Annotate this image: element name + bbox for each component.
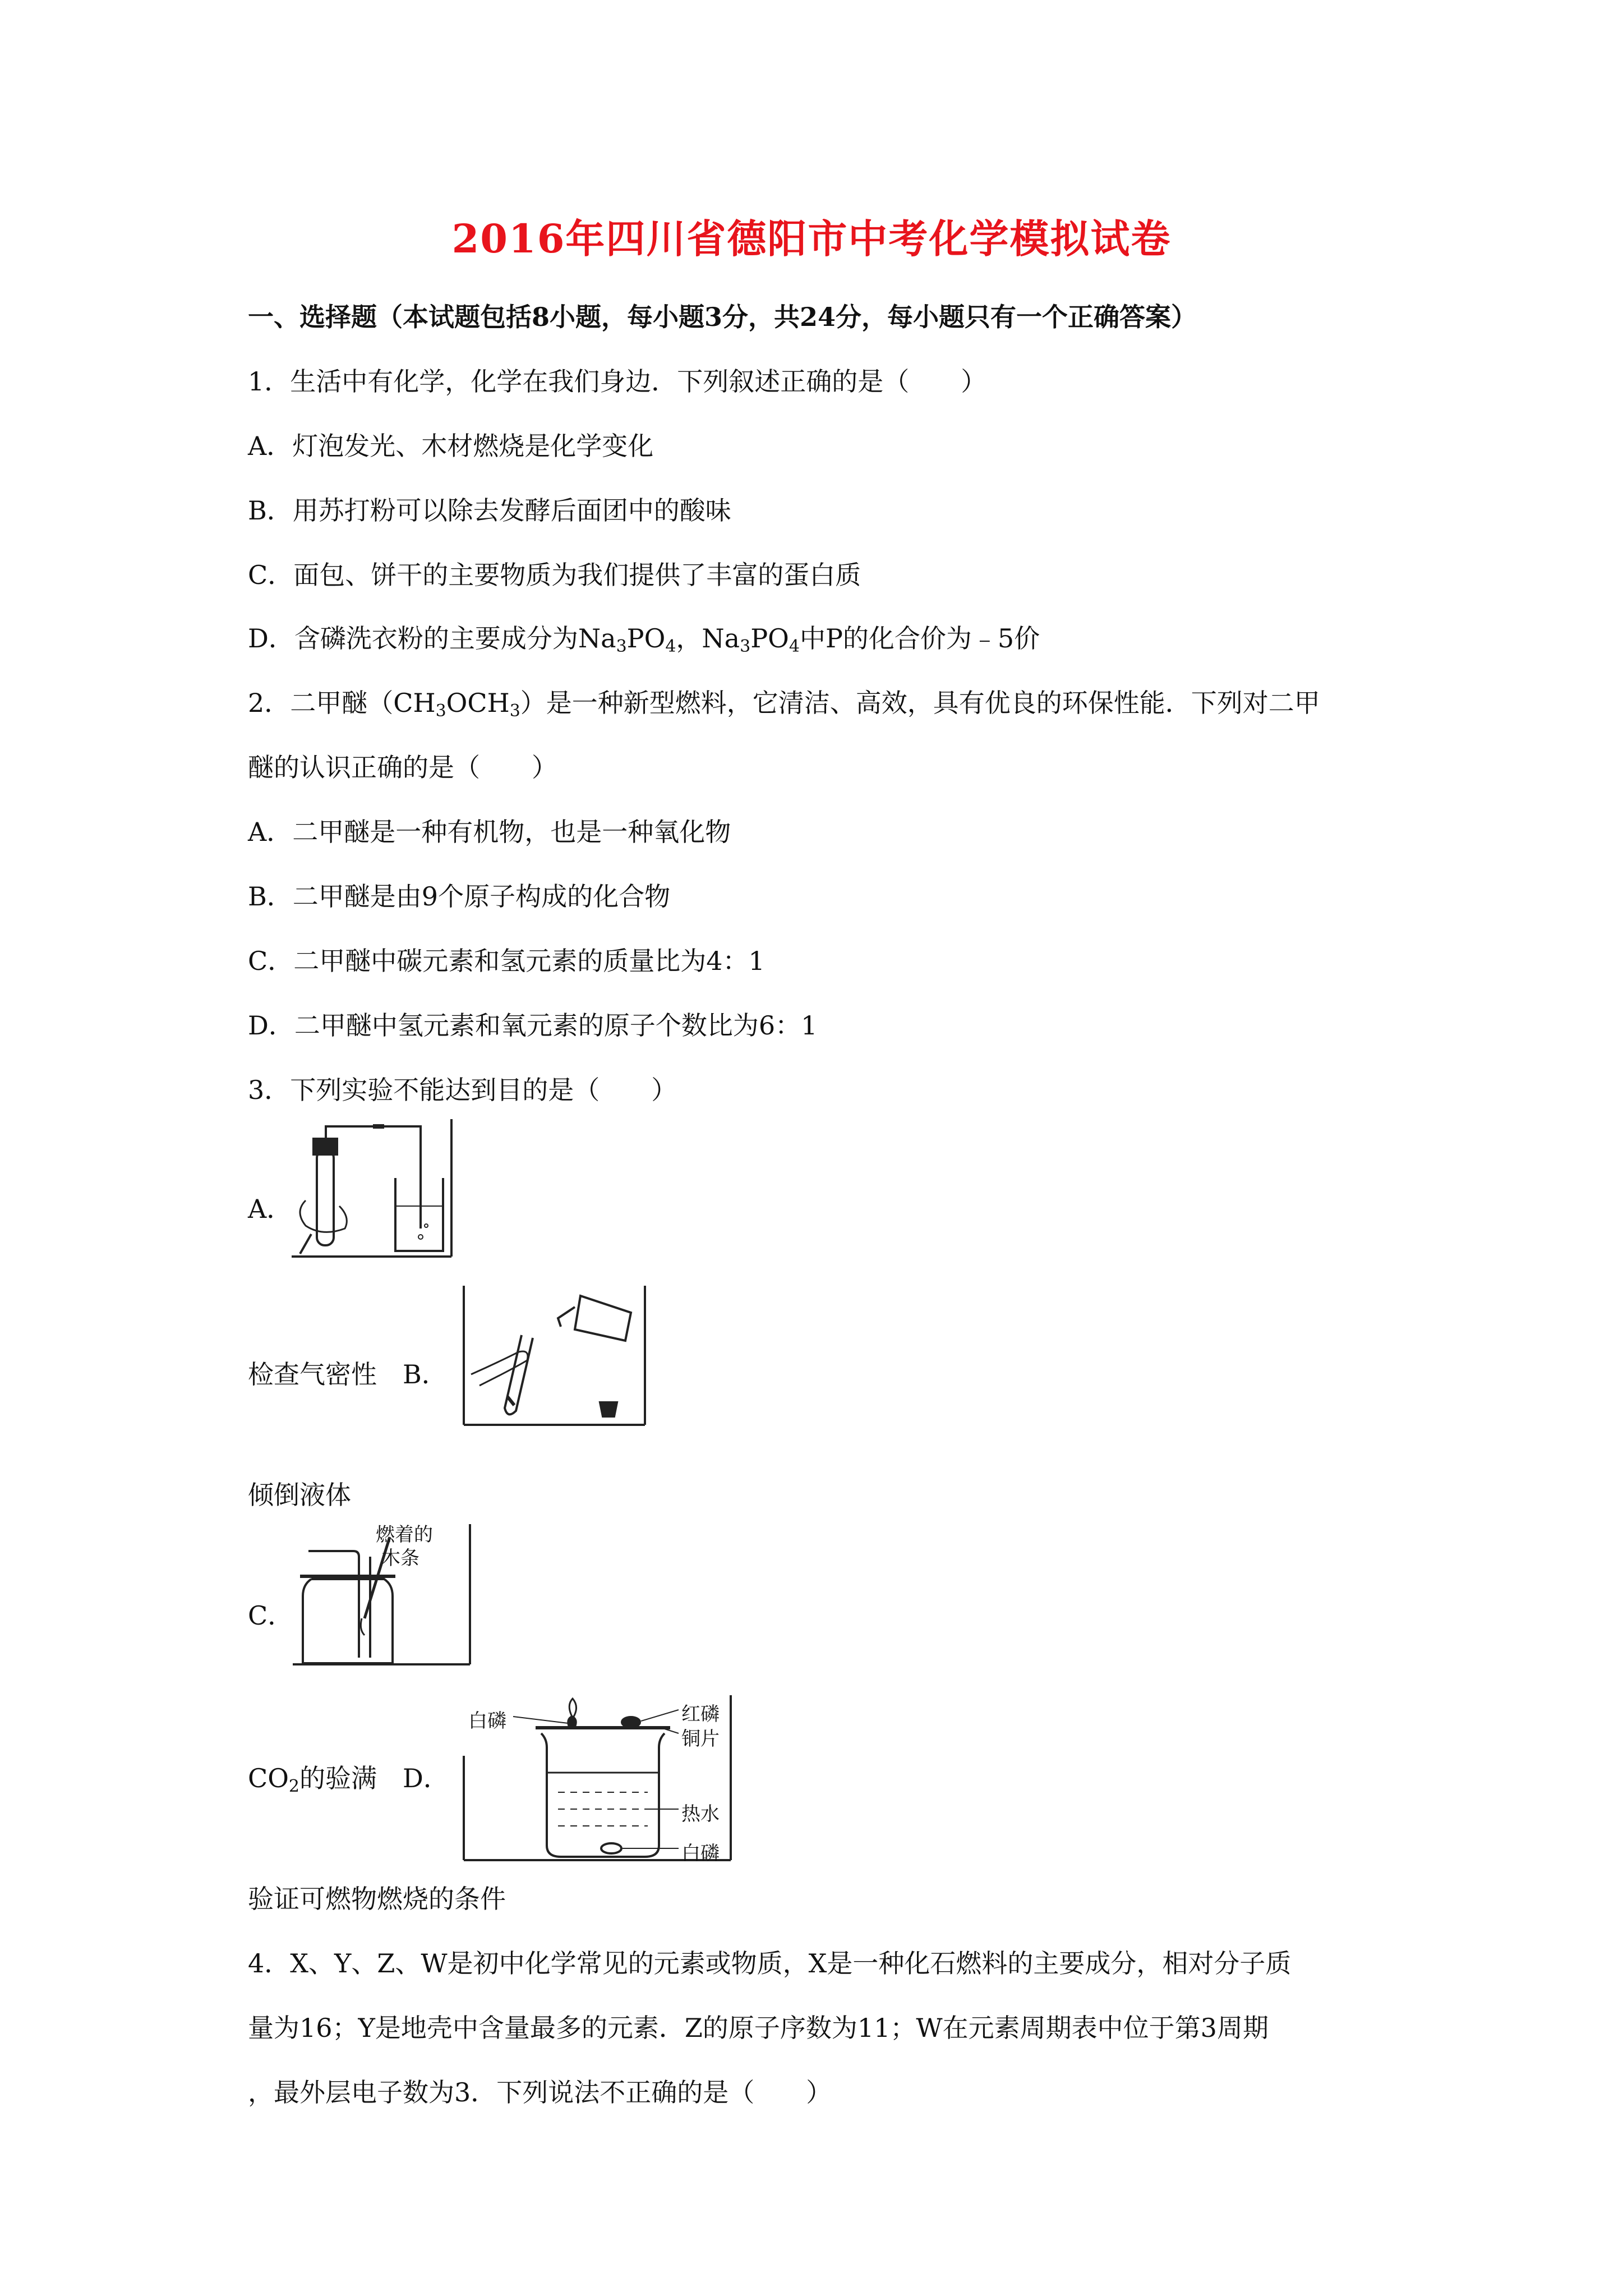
label-red-phosphorus: 红磷 [681,1703,720,1726]
q1-option-a: A．灯泡发光、木材燃烧是化学变化 [248,431,654,461]
combustion-conditions-figure [463,1694,732,1865]
q2-option-a: A．二甲醚是一种有机物，也是一种氧化物 [248,817,731,847]
burning-splint-label: 燃着的 木条 [376,1524,433,1570]
q3-option-c-caption: $CO_2$的验满 D． [248,1763,449,1796]
q3-option-d-caption: 验证可燃物燃烧的条件 [248,1884,506,1914]
q3-option-a-label: A． [248,1194,293,1224]
q1-option-c: C．面包、饼干的主要物质为我们提供了丰富的蛋白质 [248,560,861,590]
q4-stem-line1: 4．X、Y、Z、W是初中化学常见的元素或物质，X是一种化石燃料的主要成分，相对分子质 [248,1948,1292,1978]
label-white-phosphorus-top: 白磷 [468,1710,506,1732]
q4-stem-line3: ，最外层电子数为3．下列说法不正确的是（ ） [248,2077,832,2108]
q2-option-d: D．二甲醚中氢元素和氧元素的原子个数比为6：1 [248,1010,818,1041]
co2-full-check-figure [292,1523,471,1669]
label-hot-water: 热水 [681,1803,720,1825]
q1-option-d: D．含磷洗衣粉的主要成分为$Na_3PO_4$，$Na_3PO_4$中P的化合价为﹣5价 [248,623,1040,656]
q1-stem: 1．生活中有化学，化学在我们身边．下列叙述正确的是（ ） [248,366,987,397]
pour-liquid-figure [463,1285,648,1428]
q3-option-a-caption: 检查气密性 B． [248,1359,448,1389]
label-copper-plate: 铜片 [681,1728,720,1750]
airtightness-check-figure [289,1116,457,1262]
q2-option-b: B．二甲醚是由9个原子构成的化合物 [248,881,671,912]
q4-stem-line2: 量为16；Y是地壳中含量最多的元素．Z的原子序数为11；W在元素周期表中位于第3周期 [248,2013,1269,2043]
section-heading: 一、选择题（本试题包括8小题，每小题3分，共24分，每小题只有一个正确答案） [248,302,1197,332]
label-white-phosphorus-bottom: 白磷 [681,1842,720,1865]
q3-option-c-label: C． [248,1600,294,1631]
q1-option-b: B．用苏打粉可以除去发酵后面团中的酸味 [248,495,731,526]
q3-option-b-caption: 倾倒液体 [248,1480,351,1510]
q2-option-c: C．二甲醚中碳元素和氢元素的质量比为4：1 [248,946,765,976]
q2-stem-line1: 2．二甲醚$(CH_3OCH_3)$是一种新型燃料，它清洁、高效，具有优良的环保性能．下列对二甲 [248,688,1320,721]
q2-stem-line2: 醚的认识正确的是（ ） [248,752,557,783]
q3-stem: 3．下列实验不能达到目的是（ ） [248,1075,677,1105]
page-title: 2016年四川省德阳市中考化学模拟试卷 [451,215,1172,262]
